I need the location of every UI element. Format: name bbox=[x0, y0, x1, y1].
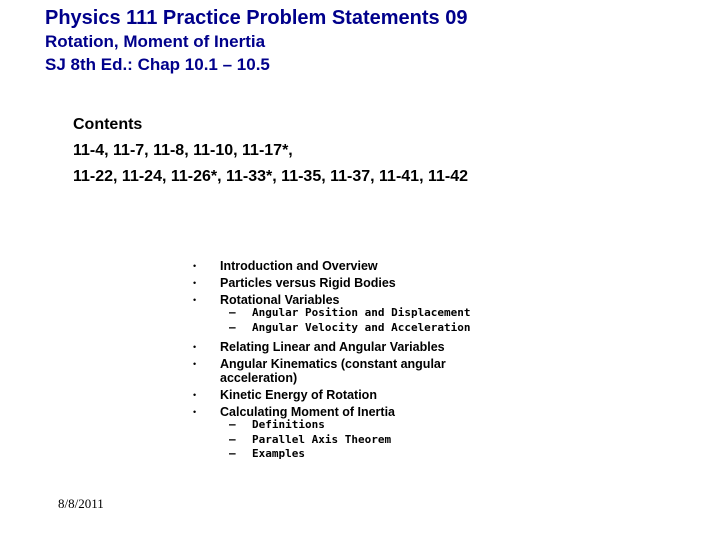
outline-item bbox=[193, 357, 513, 385]
dash-icon: – bbox=[229, 447, 236, 460]
outline-item-label: Calculating Moment of Inertia bbox=[220, 405, 396, 419]
chapter-reference: SJ 8th Ed.: Chap 10.1 – 10.5 bbox=[45, 55, 270, 74]
outline-subitems bbox=[193, 306, 513, 335]
outline-subitem-label: Parallel Axis Theorem bbox=[252, 432, 392, 446]
outline-item bbox=[193, 340, 513, 354]
bullet-icon: • bbox=[193, 407, 197, 417]
contents-problems-line-2: 11-22, 11-24, 11-26*, 11-33*, 11-35, 11-37, 11-41, 11-42 bbox=[73, 168, 468, 185]
outline-subitems bbox=[193, 418, 513, 462]
dash-icon: – bbox=[229, 306, 236, 319]
outline-item bbox=[193, 388, 513, 402]
contents-block bbox=[73, 112, 468, 190]
outline-item bbox=[193, 276, 513, 290]
bullet-icon: • bbox=[193, 359, 197, 369]
bullet-icon: • bbox=[193, 261, 197, 271]
outline-subitem bbox=[193, 418, 513, 433]
dash-icon: – bbox=[229, 418, 236, 431]
bullet-icon: • bbox=[193, 390, 197, 400]
outline-item-label: Angular Kinematics (constant angular acceleration) bbox=[220, 357, 446, 385]
outline-subitem bbox=[193, 447, 513, 462]
outline-item bbox=[193, 293, 513, 307]
outline-subitem bbox=[193, 321, 513, 336]
outline-item bbox=[193, 405, 513, 419]
outline-subitem-label: Definitions bbox=[252, 418, 325, 431]
slide-date: 8/8/2011 bbox=[58, 496, 104, 511]
outline-item-label: Introduction and Overview bbox=[220, 259, 378, 273]
outline-subitem bbox=[193, 306, 513, 321]
outline-subitem-label: Angular Position and Displacement bbox=[252, 306, 471, 319]
outline-subitem bbox=[193, 433, 513, 448]
contents-problems-line-1: 11-4, 11-7, 11-8, 11-10, 11-17*, bbox=[73, 142, 293, 159]
outline-item-label: Rotational Variables bbox=[220, 293, 340, 307]
dash-icon: – bbox=[229, 320, 236, 334]
outline-subitem-label: Examples bbox=[252, 447, 305, 460]
bullet-icon: • bbox=[193, 278, 197, 288]
page-title: Physics 111 Practice Problem Statements 09 bbox=[45, 7, 468, 29]
title-block bbox=[45, 6, 467, 76]
topic-outline bbox=[193, 259, 513, 467]
outline-item-label: Relating Linear and Angular Variables bbox=[220, 340, 445, 354]
contents-heading: Contents bbox=[73, 116, 143, 133]
page-subtitle: Rotation, Moment of Inertia bbox=[45, 32, 266, 51]
outline-item bbox=[193, 259, 513, 273]
bullet-icon: • bbox=[193, 295, 197, 305]
bullet-icon: • bbox=[193, 342, 197, 352]
outline-item-label: Particles versus Rigid Bodies bbox=[220, 276, 396, 290]
dash-icon: – bbox=[229, 432, 236, 446]
outline-subitem-label: Angular Velocity and Acceleration bbox=[252, 320, 471, 334]
outline-item-label: Kinetic Energy of Rotation bbox=[220, 388, 377, 402]
